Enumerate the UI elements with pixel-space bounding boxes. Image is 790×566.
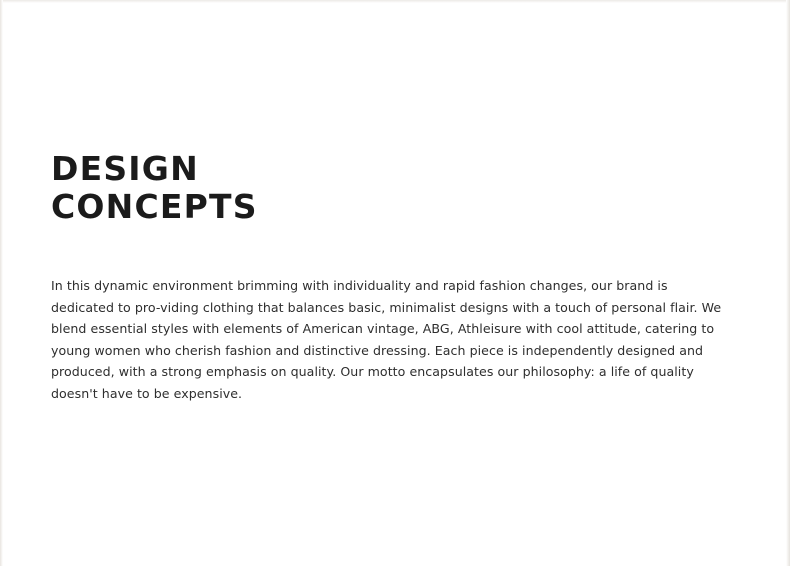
page-title-line-1: DESIGN xyxy=(51,149,199,188)
page-title xyxy=(51,150,741,226)
page-top-edge-shadow xyxy=(0,0,790,3)
page-left-edge-shadow xyxy=(0,0,3,566)
page-title-line-2: CONCEPTS xyxy=(51,187,258,226)
content-block xyxy=(51,150,741,417)
body-paragraph: In this dynamic environment brimming with individuality and rapid fashion changes, our brand is dedicated to pro-viding clothing that balances basic, minimalist designs with a touch of personal flair. We blend essential styles with elements of American vintage, ABG, Athleisure with cool attitude, catering to young women who cherish fashion and distinctive dressing. Each piece is independently designed and produced, with a strong emphasis on quality. Our motto encapsulates our philosophy: a life of quality doesn't have to be expensive. xyxy=(51,278,722,401)
page-right-edge-shadow xyxy=(786,0,790,566)
